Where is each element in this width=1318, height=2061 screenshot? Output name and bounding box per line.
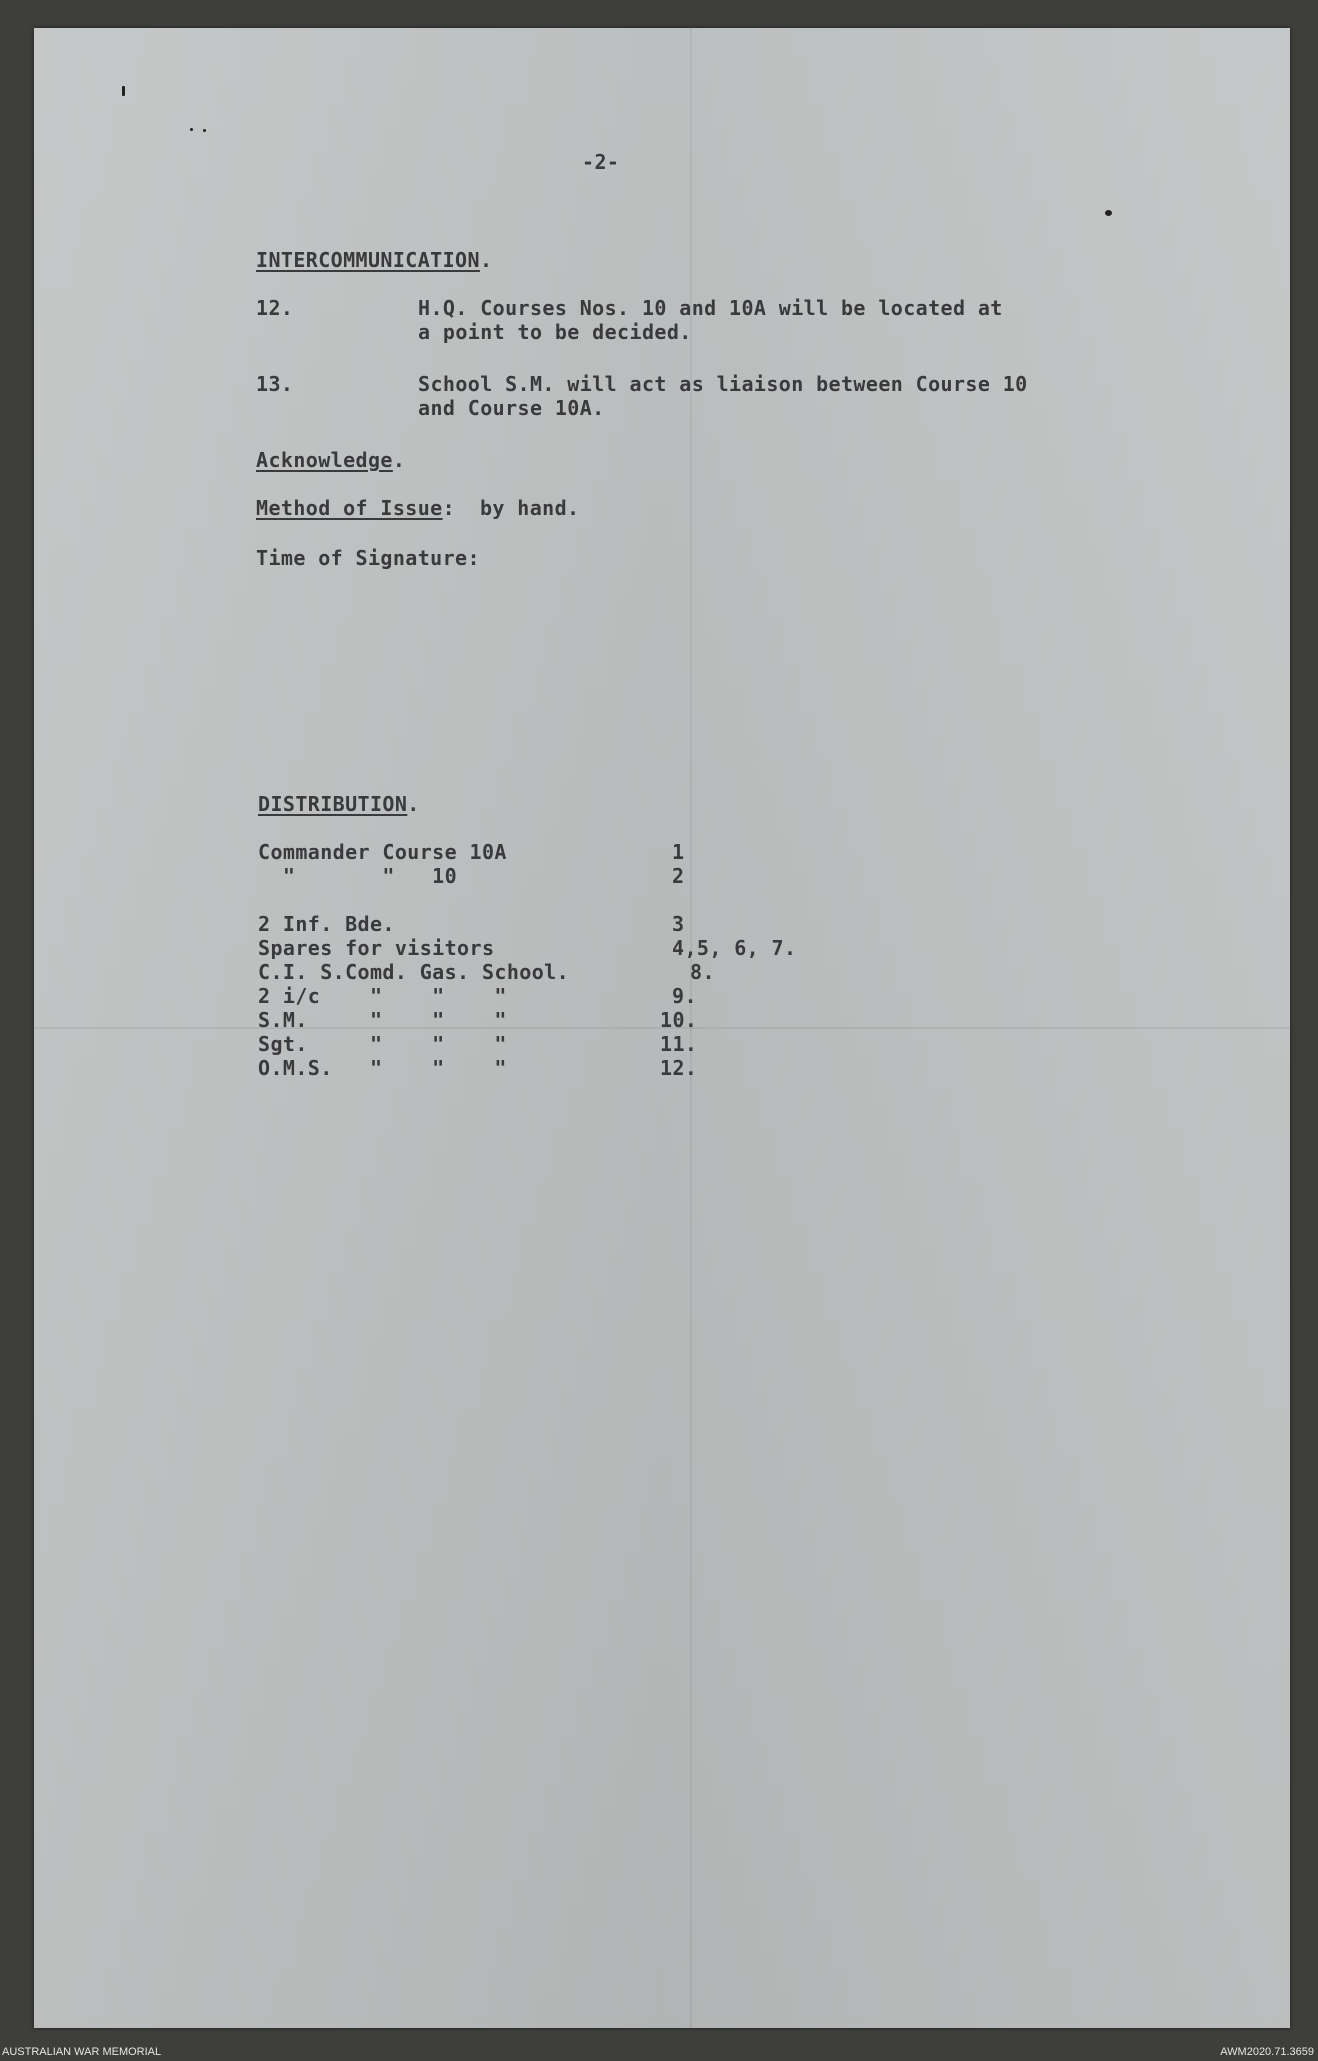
distribution-copies: 10. xyxy=(660,1008,698,1032)
distribution-heading xyxy=(258,792,420,816)
distribution-label: S.M. " " " xyxy=(258,1008,507,1032)
distribution-copies: 2 xyxy=(672,864,685,888)
distribution-label: C.I. S.Comd. Gas. School. xyxy=(258,960,570,984)
intercommunication-heading-text: INTERCOMMUNICATION xyxy=(256,248,480,272)
method-of-issue-value: : by hand. xyxy=(442,496,580,520)
ink-speck xyxy=(190,128,193,131)
ink-speck xyxy=(1105,210,1112,216)
acknowledge-line xyxy=(256,448,405,472)
ink-speck xyxy=(203,129,206,132)
distribution-heading-text: DISTRIBUTION xyxy=(258,792,408,816)
distribution-label: Spares for visitors xyxy=(258,936,495,960)
distribution-copies: 1 xyxy=(672,840,685,864)
distribution-label: " " 10 xyxy=(258,864,458,888)
distribution-copies: 3 xyxy=(672,912,685,936)
archive-credit: AUSTRALIAN WAR MEMORIAL xyxy=(2,2046,162,2058)
distribution-label: Sgt. " " " xyxy=(258,1032,507,1056)
distribution-copies: 8. xyxy=(690,960,715,984)
distribution-copies: 4,5, 6, 7. xyxy=(672,936,797,960)
archive-reference: AWM2020.71.3659 xyxy=(1220,2046,1314,2058)
method-of-issue-label: Method of Issue xyxy=(256,496,443,520)
intercommunication-heading-suffix: . xyxy=(479,248,493,272)
item-number: 13. xyxy=(256,372,294,396)
item-text-line: H.Q. Courses Nos. 10 and 10A will be located at xyxy=(418,296,1003,320)
distribution-label: O.M.S. " " " xyxy=(258,1056,507,1080)
ink-speck xyxy=(122,86,125,96)
distribution-copies: 9. xyxy=(672,984,697,1008)
acknowledge-label: Acknowledge xyxy=(256,448,393,472)
distribution-label: 2 i/c " " " xyxy=(258,984,507,1008)
time-of-signature: Time of Signature: xyxy=(256,546,480,570)
item-text-line: School S.M. will act as liaison between Course 10 xyxy=(418,372,1028,396)
item-text-line: a point to be decided. xyxy=(418,320,692,344)
distribution-label: 2 Inf. Bde. xyxy=(258,912,395,936)
distribution-copies: 11. xyxy=(660,1032,698,1056)
intercommunication-heading xyxy=(256,248,492,272)
acknowledge-suffix: . xyxy=(392,448,406,472)
item-text-line: and Course 10A. xyxy=(418,396,605,420)
distribution-heading-suffix: . xyxy=(407,792,420,816)
distribution-label: Commander Course 10A xyxy=(258,840,507,864)
distribution-copies: 12. xyxy=(660,1056,698,1080)
method-of-issue-line xyxy=(256,496,579,520)
page-number: -2- xyxy=(582,150,620,174)
item-number: 12. xyxy=(256,296,294,320)
